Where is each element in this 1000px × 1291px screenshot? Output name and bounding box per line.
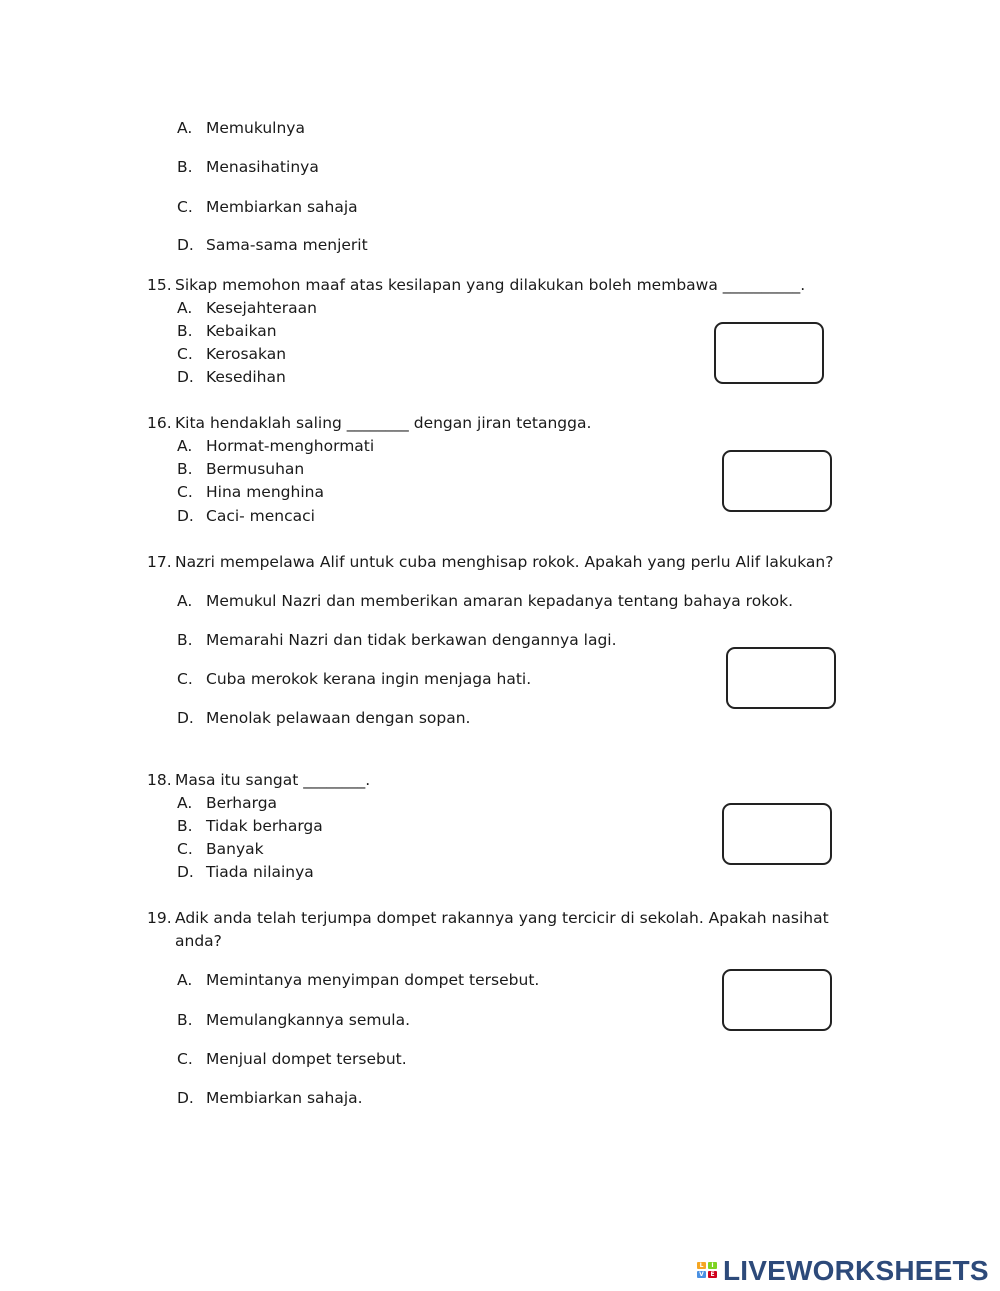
answer-box-16[interactable] [722,450,832,512]
answer-box-15[interactable] [714,322,824,384]
liveworksheets-logo-icon: L I V E [697,1258,719,1284]
liveworksheets-logo [697,1254,989,1288]
answer-box-17[interactable] [726,647,836,709]
liveworksheets-logo-text: LIVEWORKSHEETS [723,1255,989,1286]
answer-box-18[interactable] [722,803,832,865]
answer-box-19[interactable] [722,969,832,1031]
